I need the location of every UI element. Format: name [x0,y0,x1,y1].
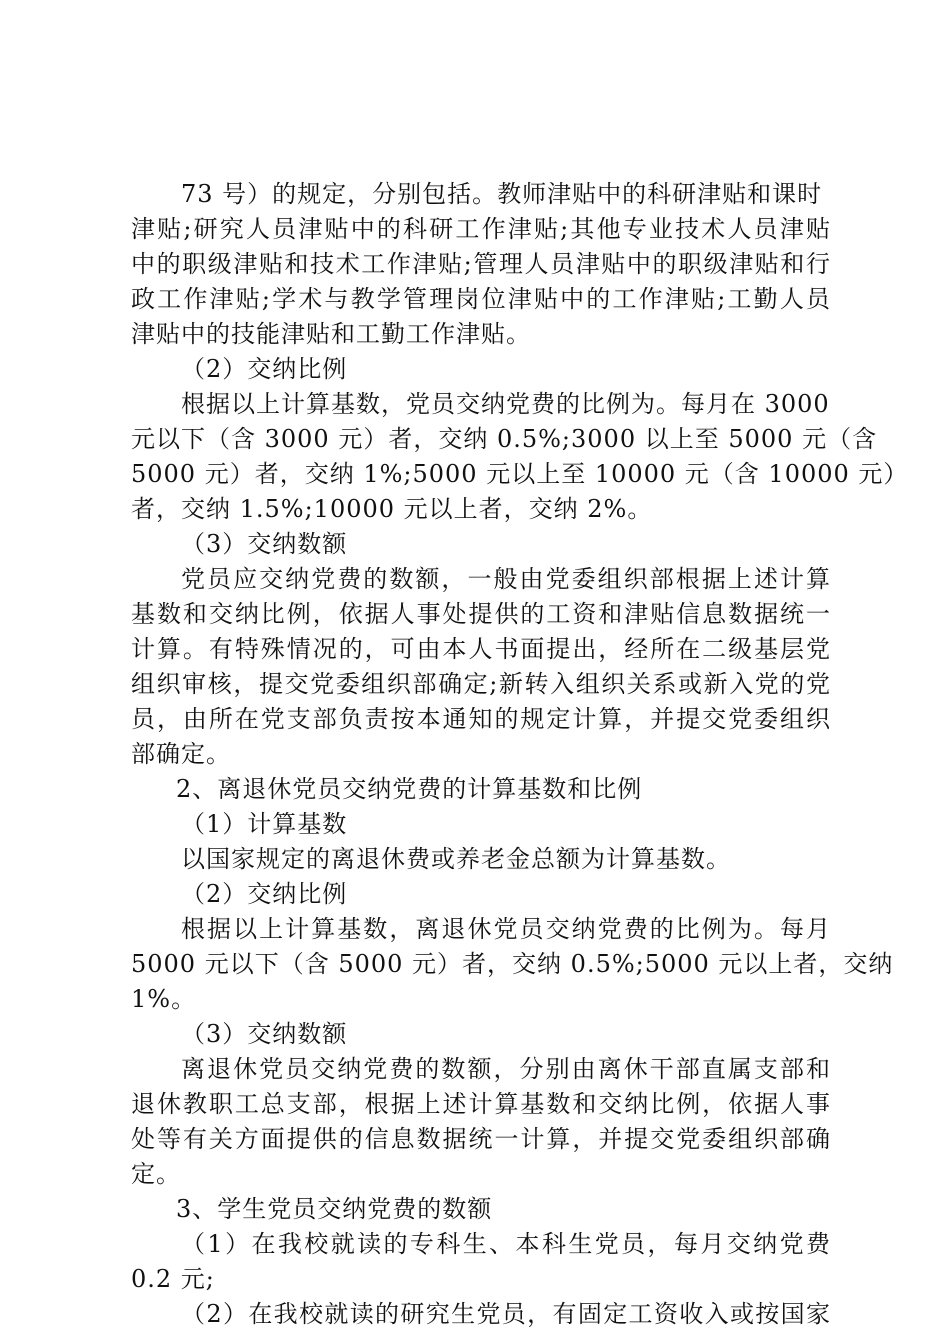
text-line: 73 号）的规定，分别包括。教师津贴中的科研津贴和课时 [181,180,823,208]
subheading: （1）计算基数 [181,810,348,838]
text-line: 元以下（含 3000 元）者，交纳 0.5%;3000 以上至 5000 元（含 [131,425,878,453]
text-line: 5000 元以下（含 5000 元）者，交纳 0.5%;5000 元以上者，交纳 [131,950,894,978]
subheading: （3）交纳数额 [181,1020,348,1048]
text-line: 政工作津贴;学术与教学管理岗位津贴中的工作津贴;工勤人员 [131,285,831,313]
text-line: 退休教职工总支部，根据上述计算基数和交纳比例，依据人事 [131,1090,831,1118]
text-line: 员，由所在党支部负责按本通知的规定计算，并提交党委组织 [131,705,831,733]
text-line: 中的职级津贴和技术工作津贴;管理人员津贴中的职级津贴和行 [131,250,831,278]
subheading: （3）交纳数额 [181,530,348,558]
text-line: 离退休党员交纳党费的数额，分别由离休干部直属支部和 [181,1055,831,1083]
text-line: 基数和交纳比例，依据人事处提供的工资和津贴信息数据统一 [131,600,831,628]
text-line: 5000 元）者，交纳 1%;5000 元以上至 10000 元（含 10000 元） [131,460,909,488]
text-line: （1）在我校就读的专科生、本科生党员，每月交纳党费 [181,1230,831,1258]
section-heading: 3、学生党员交纳党费的数额 [176,1195,493,1223]
text-line: 津贴;研究人员津贴中的科研工作津贴;其他专业技术人员津贴 [131,215,831,243]
text-line: 计算。有特殊情况的，可由本人书面提出，经所在二级基层党 [131,635,831,663]
text-line: 根据以上计算基数，党员交纳党费的比例为。每月在 3000 [181,390,830,418]
text-line: 0.2 元; [131,1265,215,1293]
text-line: 定。 [131,1160,181,1188]
subheading: （2）交纳比例 [181,880,348,908]
text-line: （2）在我校就读的研究生党员，有固定工资收入或按国家 [181,1300,831,1328]
text-line: 组织审核，提交党委组织部确定;新转入组织关系或新入党的党 [131,670,831,698]
text-line: 处等有关方面提供的信息数据统一计算，并提交党委组织部确 [131,1125,831,1153]
text-line: 者，交纳 1.5%;10000 元以上者，交纳 2%。 [131,495,653,523]
text-line: 1%。 [131,985,197,1013]
text-line: 津贴中的技能津贴和工勤工作津贴。 [131,320,531,348]
text-line: 部确定。 [131,740,231,768]
text-line: 党员应交纳党费的数额，一般由党委组织部根据上述计算 [181,565,831,593]
text-line: 根据以上计算基数，离退休党员交纳党费的比例为。每月 [181,915,831,943]
section-heading: 2、离退休党员交纳党费的计算基数和比例 [176,775,643,803]
subheading: （2）交纳比例 [181,355,348,383]
text-line: 以国家规定的离退休费或养老金总额为计算基数。 [181,845,731,873]
